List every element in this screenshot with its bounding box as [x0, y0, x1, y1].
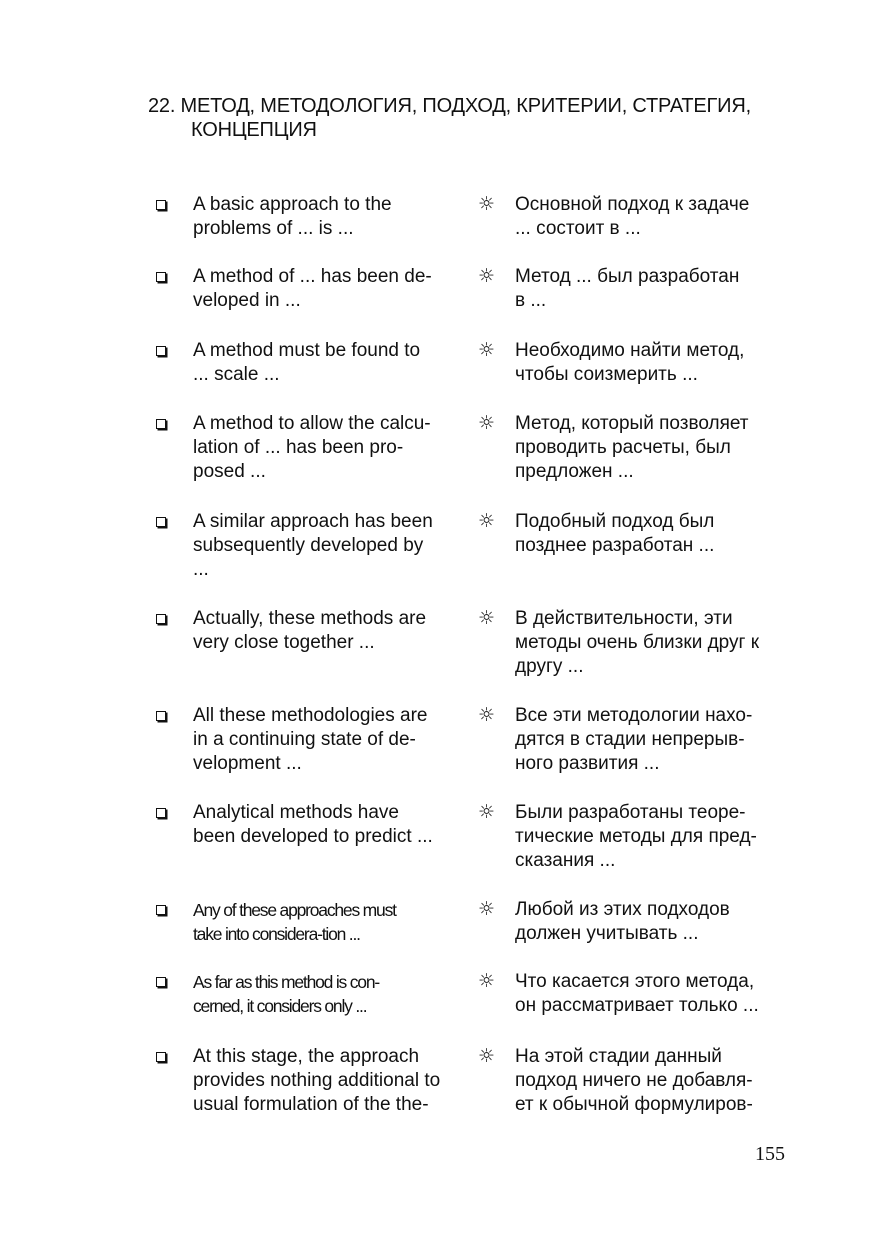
checkbox-bullet-icon — [156, 977, 166, 987]
english-phrase: A method of ... has been de- veloped in ... — [193, 266, 432, 311]
checkbox-bullet-icon — [156, 614, 166, 624]
checkbox-bullet-icon — [156, 346, 166, 356]
checkbox-bullet-icon — [156, 272, 166, 282]
sun-bullet-icon: ☼ — [478, 898, 496, 920]
heading-line-1: 22. МЕТОД, МЕТОДОЛОГИЯ, ПОДХОД, КРИТЕРИИ, СТРАТЕГИЯ, — [148, 95, 751, 117]
sun-bullet-icon: ☼ — [478, 801, 496, 823]
checkbox-bullet-icon — [156, 200, 166, 210]
checkbox-bullet-icon — [156, 419, 166, 429]
russian-phrase: Все эти методологии нахо- дятся в стадии непрерыв- ного развития ... — [515, 705, 753, 774]
english-phrase: A similar approach has been subsequently developed by ... — [193, 511, 433, 580]
sun-bullet-icon: ☼ — [478, 412, 496, 434]
russian-phrase: В действительности, эти методы очень близки друг к другу ... — [515, 608, 760, 677]
sun-bullet-icon: ☼ — [478, 607, 496, 629]
sun-bullet-icon: ☼ — [478, 339, 496, 361]
sun-bullet-icon: ☼ — [478, 1045, 496, 1067]
checkbox-bullet-icon — [156, 905, 166, 915]
sun-bullet-icon: ☼ — [478, 193, 496, 215]
english-phrase: A basic approach to the problems of ... is ... — [193, 194, 392, 239]
russian-phrase: Были разработаны теоре- тические методы для пред- сказания ... — [515, 802, 757, 871]
sun-bullet-icon: ☼ — [478, 265, 496, 287]
english-phrase: A method must be found to ... scale ... — [193, 340, 421, 385]
sun-bullet-icon: ☼ — [478, 970, 496, 992]
section-heading — [148, 94, 808, 142]
english-phrase: As far as this method is con- cerned, it considers only ... — [193, 972, 379, 1016]
checkbox-bullet-icon — [156, 517, 166, 527]
english-phrase: At this stage, the approach provides nothing additional to usual formulation of the the- — [193, 1046, 441, 1115]
english-phrase: A method to allow the calcu- lation of ... has been pro- posed ... — [193, 413, 431, 482]
russian-phrase: Что касается этого метода, он рассматривает только ... — [515, 971, 759, 1016]
english-phrase: All these methodologies are in a continuing state of de- velopment ... — [193, 705, 428, 774]
russian-phrase: Необходимо найти метод, чтобы соизмерить ... — [515, 340, 745, 385]
checkbox-bullet-icon — [156, 1052, 166, 1062]
sun-bullet-icon: ☼ — [478, 704, 496, 726]
russian-phrase: Метод ... был разработан в ... — [515, 266, 740, 311]
sun-bullet-icon: ☼ — [478, 510, 496, 532]
english-phrase: Any of these approaches must take into considera-tion ... — [193, 900, 396, 944]
russian-phrase: Метод, который позволяет проводить расчеты, был предложен ... — [515, 413, 749, 482]
russian-phrase: На этой стадии данный подход ничего не добавля- ет к обычной формулиров- — [515, 1046, 753, 1115]
russian-phrase: Любой из этих подходов должен учитывать ... — [515, 899, 730, 944]
english-phrase: Analytical methods have been developed to predict ... — [193, 802, 433, 847]
heading-line-2: КОНЦЕПЦИЯ — [191, 119, 317, 141]
checkbox-bullet-icon — [156, 711, 166, 721]
russian-phrase: Подобный подход был позднее разработан ... — [515, 511, 715, 556]
russian-phrase: Основной подход к задаче ... состоит в ... — [515, 194, 750, 239]
page-number: 155 — [755, 1143, 785, 1165]
checkbox-bullet-icon — [156, 808, 166, 818]
english-phrase: Actually, these methods are very close together ... — [193, 608, 427, 653]
